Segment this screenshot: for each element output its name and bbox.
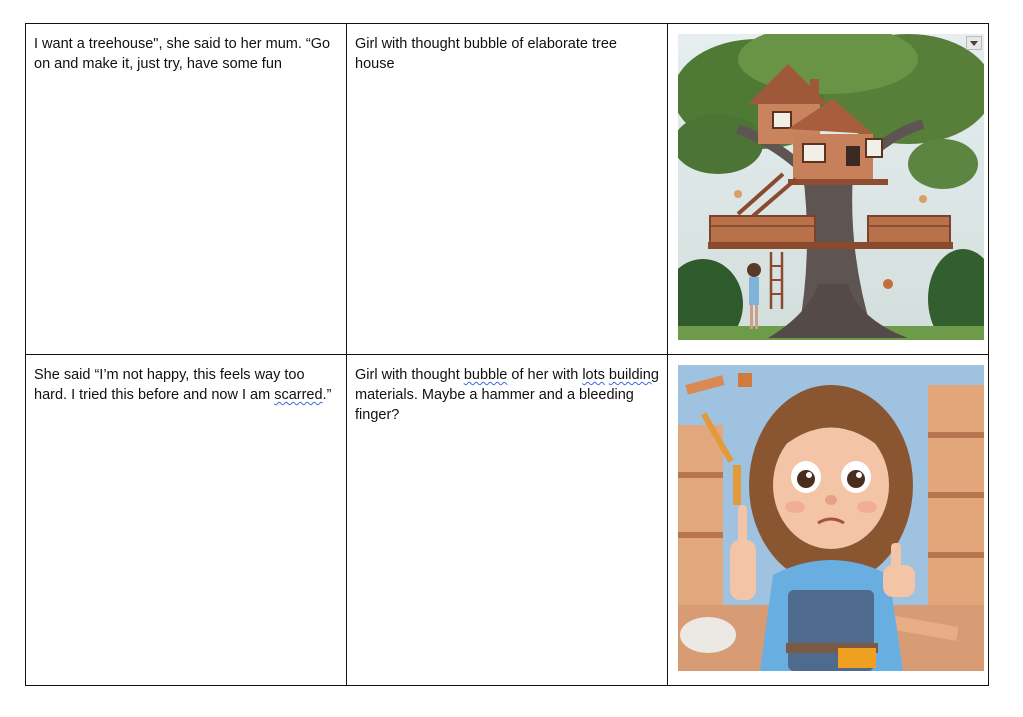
story-text-cell[interactable] bbox=[26, 24, 347, 355]
text-segment: Girl with thought bbox=[355, 367, 464, 383]
story-text bbox=[26, 355, 346, 405]
treehouse-image bbox=[678, 34, 984, 340]
illustration-cell bbox=[668, 24, 989, 355]
spellcheck-word[interactable]: bubble bbox=[463, 367, 508, 383]
image-options-dropdown[interactable] bbox=[966, 36, 982, 50]
story-text: I want a treehouse", she said to her mum. “Go on and make it, just try, have some fun bbox=[34, 36, 331, 72]
text-segment: of her with bbox=[507, 367, 583, 383]
text-segment: materials. Maybe a hammer and a bleeding finger? bbox=[355, 387, 634, 423]
spellcheck-word[interactable]: building bbox=[608, 367, 659, 383]
spellcheck-word[interactable]: lots bbox=[582, 367, 605, 383]
story-text-cell[interactable] bbox=[26, 355, 347, 686]
table-row bbox=[26, 24, 989, 355]
girl-building-image bbox=[678, 365, 984, 671]
illustration-note-cell[interactable] bbox=[347, 24, 668, 355]
table-row bbox=[26, 355, 989, 686]
girl-building-illustration[interactable] bbox=[678, 365, 984, 671]
illustration-note bbox=[347, 355, 667, 425]
illustration-note-cell[interactable] bbox=[347, 355, 668, 686]
treehouse-illustration[interactable] bbox=[678, 34, 984, 340]
illustration-cell bbox=[668, 355, 989, 686]
spellcheck-word[interactable]: scarred bbox=[274, 387, 323, 403]
illustration-note: Girl with thought bubble of elaborate tree house bbox=[355, 36, 617, 72]
storyboard-table bbox=[25, 23, 989, 686]
text-segment: .” bbox=[322, 387, 332, 403]
text-segment: She said “I’m not happy, this feels way too hard. I tried this before and now I am bbox=[34, 367, 305, 403]
